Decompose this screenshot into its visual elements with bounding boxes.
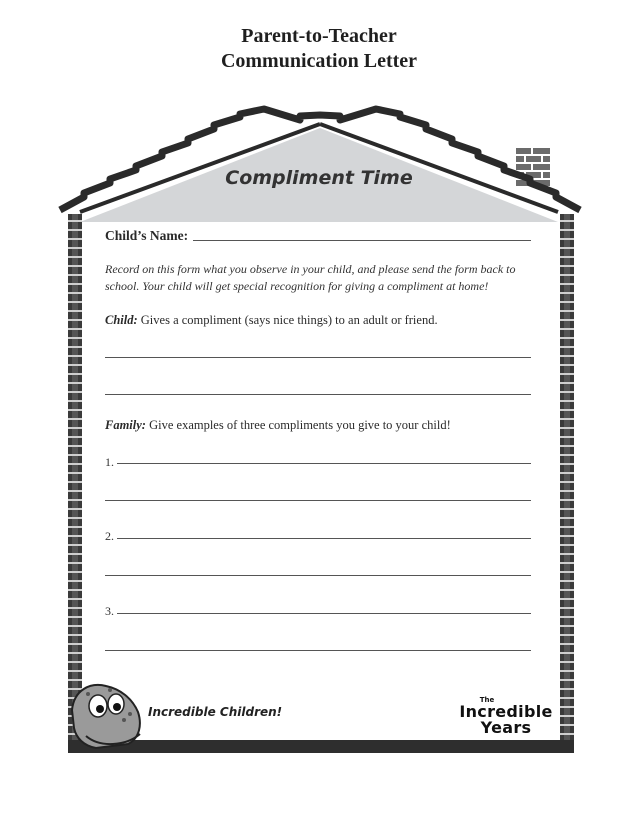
siding-stripe — [560, 274, 574, 276]
siding-stripe — [68, 436, 82, 438]
siding-stripe — [68, 346, 82, 348]
siding-stripe — [560, 400, 574, 402]
child-answer-line-1[interactable] — [105, 357, 531, 358]
siding-stripe — [560, 319, 574, 321]
siding-stripe — [560, 463, 574, 465]
siding-stripe — [68, 481, 82, 483]
siding-stripe — [560, 337, 574, 339]
child-name-label: Child’s Name: — [105, 228, 189, 243]
siding-stripe — [560, 508, 574, 510]
siding-stripe — [68, 292, 82, 294]
siding-stripe — [560, 481, 574, 483]
siding-stripe — [560, 580, 574, 582]
siding-stripe — [560, 220, 574, 222]
siding-stripe — [560, 391, 574, 393]
siding-stripe — [68, 571, 82, 573]
siding-stripe — [68, 634, 82, 636]
siding-stripe — [560, 265, 574, 267]
child-prompt — [105, 313, 438, 328]
siding-stripe — [560, 643, 574, 645]
family-answer-3-line-1[interactable] — [117, 613, 531, 614]
siding-stripe — [560, 706, 574, 708]
siding-stripe — [68, 679, 82, 681]
siding-stripe — [68, 553, 82, 555]
siding-stripe — [68, 229, 82, 231]
siding-stripe — [68, 562, 82, 564]
siding-stripe — [560, 607, 574, 609]
page-title-line2: Communication Letter — [220, 50, 418, 72]
siding-stripe — [68, 472, 82, 474]
siding-stripe — [68, 535, 82, 537]
siding-stripe — [68, 616, 82, 618]
siding-stripe — [560, 715, 574, 717]
siding-stripe — [560, 517, 574, 519]
siding-stripe — [560, 499, 574, 501]
child-prompt-label: Child: — [105, 313, 138, 327]
siding-stripe — [560, 382, 574, 384]
siding-stripe — [560, 292, 574, 294]
siding-stripe — [560, 409, 574, 411]
siding-stripe — [560, 724, 574, 726]
siding-stripe — [68, 256, 82, 258]
siding-stripe — [560, 562, 574, 564]
siding-stripe — [68, 220, 82, 222]
siding-stripe — [560, 553, 574, 555]
form-title: Compliment Time — [225, 167, 413, 189]
siding-stripe — [68, 517, 82, 519]
siding-stripe — [560, 436, 574, 438]
siding-stripe — [68, 544, 82, 546]
siding-stripe — [68, 409, 82, 411]
siding-stripe — [560, 454, 574, 456]
instructions-text: Record on this form what you observe in your child, and please send the form back to school. Your child will get special recognition for giving a compliment at home! — [105, 262, 516, 293]
siding-stripe — [68, 526, 82, 528]
siding-stripe — [68, 274, 82, 276]
family-answer-2-line-1[interactable] — [117, 538, 531, 539]
siding-stripe — [68, 652, 82, 654]
siding-stripe — [68, 670, 82, 672]
siding-stripe — [68, 463, 82, 465]
house-base — [68, 740, 574, 753]
siding-stripe — [68, 598, 82, 600]
siding-stripe — [68, 382, 82, 384]
family-answer-3-line-2[interactable] — [105, 650, 531, 651]
siding-stripe — [560, 373, 574, 375]
siding-stripe — [68, 391, 82, 393]
siding-stripe — [560, 247, 574, 249]
siding-stripe — [68, 445, 82, 447]
siding-stripe — [560, 688, 574, 690]
siding-stripe — [560, 346, 574, 348]
family-prompt-label: Family: — [105, 418, 146, 432]
family-prompt-text: Give examples of three compliments you give to your child! — [145, 418, 451, 432]
siding-stripe — [560, 670, 574, 672]
siding-stripe — [68, 400, 82, 402]
footer-tagline: Incredible Children! — [148, 705, 283, 719]
siding-stripe — [560, 526, 574, 528]
page-title-line1: Parent-to-Teacher — [241, 25, 397, 47]
siding-stripe — [68, 490, 82, 492]
siding-stripe — [68, 355, 82, 357]
logo-years: Years — [480, 718, 532, 737]
siding-stripe — [560, 256, 574, 258]
siding-stripe — [68, 283, 82, 285]
family-prompt — [105, 418, 451, 433]
child-answer-line-2[interactable] — [105, 394, 531, 395]
family-answer-1-line-2[interactable] — [105, 500, 531, 501]
siding-stripe — [560, 652, 574, 654]
siding-stripe — [68, 589, 82, 591]
siding-stripe — [560, 490, 574, 492]
siding-stripe — [560, 598, 574, 600]
siding-stripe — [68, 364, 82, 366]
siding-stripe — [560, 544, 574, 546]
siding-stripe — [560, 697, 574, 699]
siding-stripe — [68, 418, 82, 420]
siding-stripe — [68, 607, 82, 609]
child-prompt-text: Gives a compliment (says nice things) to an adult or friend. — [137, 313, 438, 327]
item-number-3: 3. — [105, 604, 114, 618]
siding-stripe — [68, 643, 82, 645]
siding-stripe — [560, 364, 574, 366]
child-name-field[interactable] — [193, 240, 531, 241]
siding-stripe — [560, 328, 574, 330]
family-answer-2-line-2[interactable] — [105, 575, 531, 576]
siding-stripe — [68, 265, 82, 267]
siding-stripe — [68, 625, 82, 627]
siding-stripe — [560, 427, 574, 429]
siding-stripe — [560, 472, 574, 474]
siding-stripe — [560, 679, 574, 681]
siding-stripe — [68, 427, 82, 429]
siding-stripe — [560, 616, 574, 618]
siding-stripe — [560, 310, 574, 312]
logo-the: The — [479, 696, 495, 704]
siding-stripe — [68, 247, 82, 249]
siding-stripe — [560, 733, 574, 735]
item-number-2: 2. — [105, 529, 114, 543]
siding-stripe — [560, 355, 574, 357]
siding-stripe — [560, 238, 574, 240]
siding-stripe — [68, 319, 82, 321]
incredible-years-logo — [456, 697, 556, 736]
siding-stripe — [560, 445, 574, 447]
siding-stripe — [68, 661, 82, 663]
siding-stripe — [560, 571, 574, 573]
logo-incredible: Incredible — [459, 702, 553, 721]
siding-stripe — [68, 508, 82, 510]
siding-stripe — [560, 301, 574, 303]
siding-stripe — [68, 238, 82, 240]
siding-stripe — [68, 301, 82, 303]
siding-stripe — [560, 229, 574, 231]
siding-stripe — [560, 634, 574, 636]
dinosaur-mascot-icon — [72, 685, 140, 748]
siding-stripe — [560, 283, 574, 285]
siding-stripe — [68, 580, 82, 582]
siding-stripe — [560, 535, 574, 537]
item-number-1: 1. — [105, 455, 114, 469]
family-answer-1-line-1[interactable] — [117, 463, 531, 464]
siding-stripe — [68, 499, 82, 501]
siding-stripe — [68, 373, 82, 375]
siding-stripe — [560, 625, 574, 627]
siding-stripe — [68, 328, 82, 330]
siding-stripe — [68, 454, 82, 456]
siding-stripe — [560, 661, 574, 663]
siding-stripe — [560, 589, 574, 591]
siding-stripe — [68, 337, 82, 339]
siding-stripe — [560, 418, 574, 420]
siding-stripe — [68, 310, 82, 312]
siding-stripe — [68, 688, 82, 690]
